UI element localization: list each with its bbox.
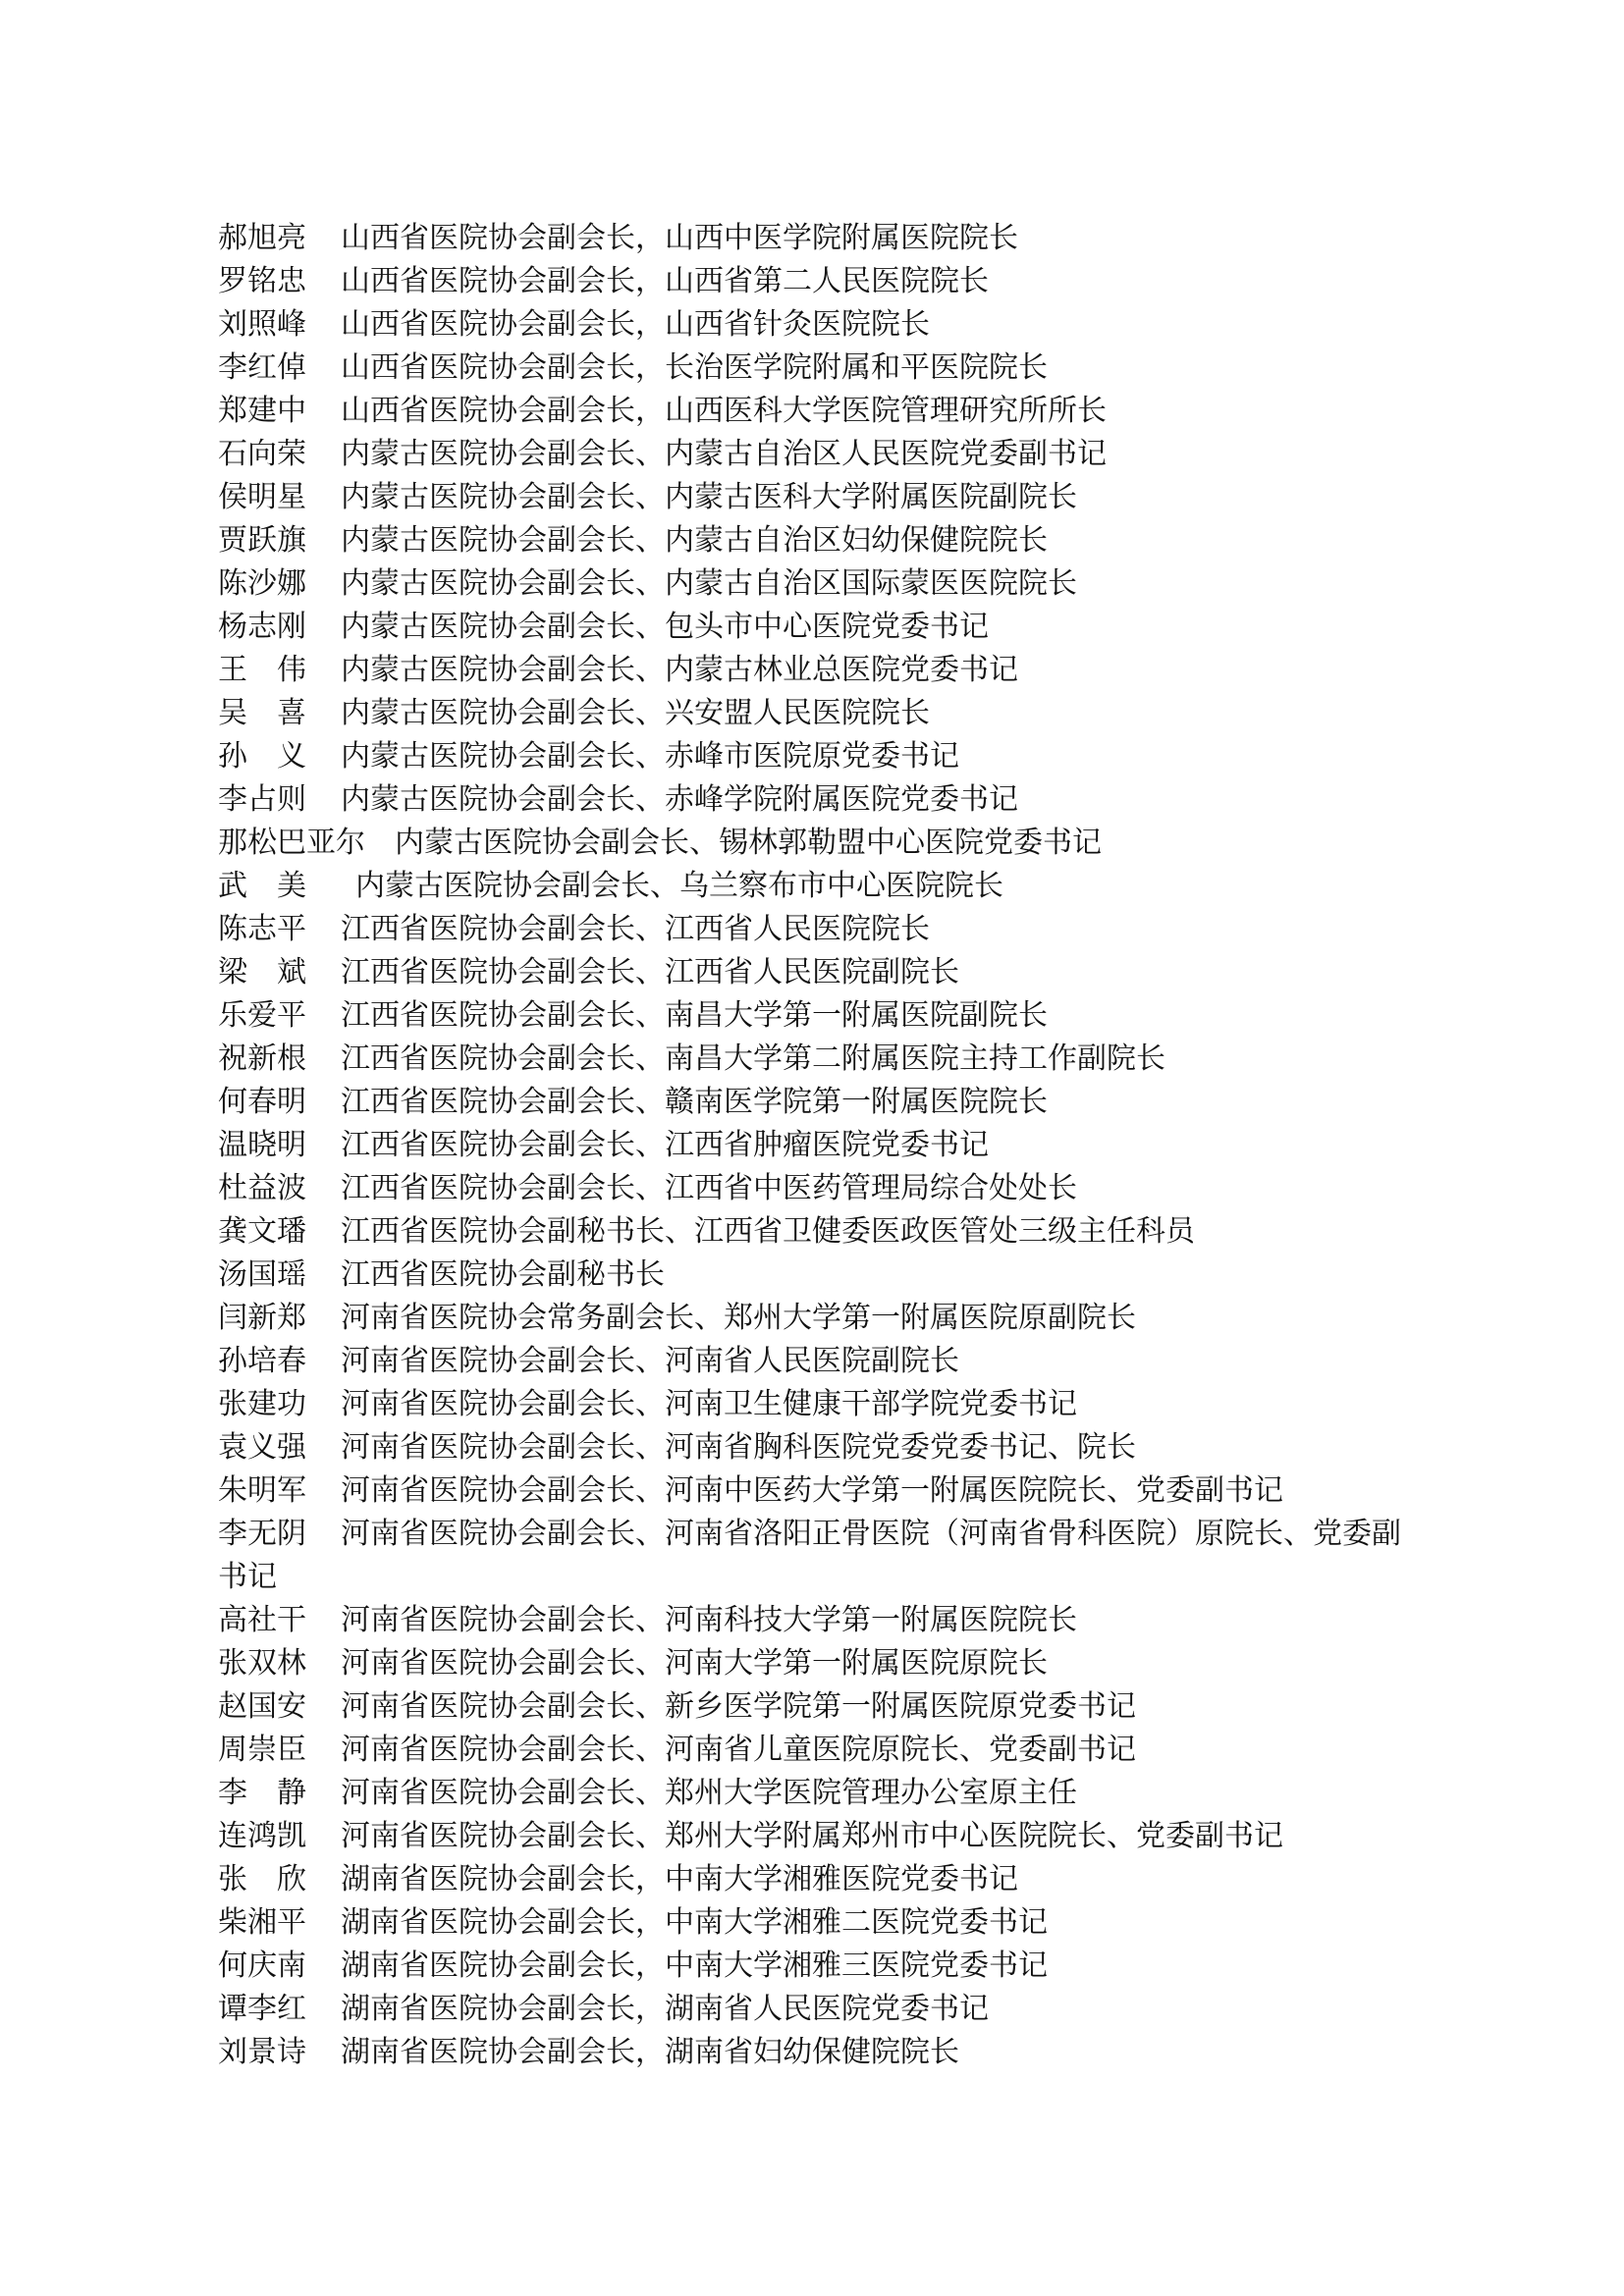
list-item [218,1426,1426,1469]
person-title: 内蒙古医院协会副会长、内蒙古林业总医院党委书记 [341,653,1018,687]
person-title: 江西省医院协会副会长、江西省肿瘤医院党委书记 [341,1128,989,1162]
person-title: 江西省医院协会副会长、赣南医学院第一附属医院院长 [341,1085,1048,1119]
list-item [218,1383,1426,1426]
list-item [218,1469,1426,1513]
list-item [218,1642,1426,1685]
person-title: 内蒙古医院协会副会长、赤峰学院附属医院党委书记 [341,782,1018,817]
person-title: 湖南省医院协会副会长，中南大学湘雅二医院党委书记 [341,1905,1048,1940]
list-item [218,1167,1426,1210]
list-item [218,217,1426,260]
person-name: 李 静 [218,1776,306,1810]
person-title: 河南省医院协会常务副会长、郑州大学第一附属医院原副院长 [341,1301,1136,1335]
person-name: 贾跃旗 [218,523,306,558]
person-title: 山西省医院协会副会长，山西中医学院附属医院院长 [341,221,1018,255]
person-title: 内蒙古医院协会副会长、内蒙古自治区人民医院党委副书记 [341,437,1107,471]
person-name: 乐爱平 [218,998,306,1033]
list-item [218,1038,1426,1081]
person-name: 侯明星 [218,480,306,514]
person-name: 陈沙娜 [218,566,306,601]
list-item [218,1685,1426,1729]
document-page [218,217,1426,2074]
person-title: 内蒙古医院协会副会长、内蒙古医科大学附属医院副院长 [341,480,1077,514]
person-title: 河南省医院协会副会长、河南省儿童医院原院长、党委副书记 [341,1733,1136,1767]
person-title: 河南省医院协会副会长、河南省胸科医院党委党委书记、院长 [341,1430,1136,1465]
list-item [218,606,1426,649]
list-item [218,1945,1426,1988]
list-item [218,1081,1426,1124]
person-title: 江西省医院协会副会长、江西省人民医院院长 [341,912,930,946]
person-title: 内蒙古医院协会副会长、赤峰市医院原党委书记 [341,739,959,774]
person-name: 孙 义 [218,739,306,774]
list-item [218,692,1426,735]
person-title: 江西省医院协会副秘书长 [341,1257,665,1292]
person-title: 江西省医院协会副秘书长、江西省卫健委医政医管处三级主任科员 [341,1214,1195,1249]
person-title: 内蒙古医院协会副会长、内蒙古自治区国际蒙医医院院长 [341,566,1077,601]
list-item [218,865,1426,908]
person-title: 河南省医院协会副会长、新乡医学院第一附属医院原党委书记 [341,1689,1136,1724]
list-item [218,347,1426,390]
person-title: 湖南省医院协会副会长，中南大学湘雅医院党委书记 [341,1862,1018,1896]
person-name: 李红倬 [218,350,306,385]
person-title: 河南省医院协会副会长、郑州大学附属郑州市中心医院院长、党委副书记 [341,1819,1283,1853]
list-item [218,908,1426,951]
person-name: 武 美 [218,869,306,903]
person-name: 郝旭亮 [218,221,306,255]
list-item [218,822,1426,865]
list-item [218,1858,1426,1901]
person-name: 袁义强 [218,1430,306,1465]
person-name: 连鸿凯 [218,1819,306,1853]
person-name: 李占则 [218,782,306,817]
person-name: 杜益波 [218,1171,306,1205]
person-name: 周崇臣 [218,1733,306,1767]
person-name: 谭李红 [218,1992,306,2026]
person-name: 赵国安 [218,1689,306,1724]
list-item [218,1988,1426,2031]
list-item [218,1815,1426,1858]
person-name: 张双林 [218,1646,306,1681]
person-title: 江西省医院协会副会长、江西省人民医院副院长 [341,955,959,989]
list-item [218,1772,1426,1815]
person-title: 山西省医院协会副会长，山西省第二人民医院院长 [341,264,989,298]
list-item [218,2031,1426,2074]
person-name: 杨志刚 [218,610,306,644]
person-name: 石向荣 [218,437,306,471]
person-title: 河南省医院协会副会长、河南卫生健康干部学院党委书记 [341,1387,1077,1421]
person-title: 江西省医院协会副会长、江西省中医药管理局综合处处长 [341,1171,1077,1205]
person-name: 龚文璠 [218,1214,306,1249]
person-name: 张 欣 [218,1862,306,1896]
person-title: 内蒙古医院协会副会长、锡林郭勒盟中心医院党委书记 [395,826,1102,860]
list-item [218,1599,1426,1642]
person-title: 河南省医院协会副会长、河南省洛阳正骨医院（河南省骨科医院）原院长、党委副书记 [218,1517,1401,1594]
list-item [218,1340,1426,1383]
person-name: 吴 喜 [218,696,306,730]
person-title: 江西省医院协会副会长、南昌大学第二附属医院主持工作副院长 [341,1041,1165,1076]
person-title: 湖南省医院协会副会长，湖南省妇幼保健院院长 [341,2035,959,2069]
person-name: 高社干 [218,1603,306,1637]
person-name: 汤国瑶 [218,1257,306,1292]
person-name: 刘景诗 [218,2035,306,2069]
person-name: 张建功 [218,1387,306,1421]
person-name: 朱明军 [218,1473,306,1508]
person-title: 湖南省医院协会副会长，中南大学湘雅三医院党委书记 [341,1949,1048,1983]
person-title: 河南省医院协会副会长、河南科技大学第一附属医院院长 [341,1603,1077,1637]
person-name: 那松巴亚尔 [218,826,365,860]
person-title: 山西省医院协会副会长，山西医科大学医院管理研究所所长 [341,394,1107,428]
person-name: 何庆南 [218,1949,306,1983]
person-title: 河南省医院协会副会长、河南中医药大学第一附属医院院长、党委副书记 [341,1473,1283,1508]
person-name: 郑建中 [218,394,306,428]
person-name: 温晓明 [218,1128,306,1162]
person-title: 湖南省医院协会副会长，湖南省人民医院党委书记 [341,1992,989,2026]
list-item [218,951,1426,994]
list-item [218,1729,1426,1772]
person-name: 梁 斌 [218,955,306,989]
list-item [218,303,1426,347]
person-title: 内蒙古医院协会副会长、内蒙古自治区妇幼保健院院长 [341,523,1048,558]
list-item [218,994,1426,1038]
list-item [218,1210,1426,1254]
person-name: 刘照峰 [218,307,306,342]
person-title: 江西省医院协会副会长、南昌大学第一附属医院副院长 [341,998,1048,1033]
list-item [218,778,1426,822]
person-title: 山西省医院协会副会长，山西省针灸医院院长 [341,307,930,342]
person-title: 河南省医院协会副会长、郑州大学医院管理办公室原主任 [341,1776,1077,1810]
person-name: 祝新根 [218,1041,306,1076]
person-name: 王 伟 [218,653,306,687]
list-item [218,433,1426,476]
person-title: 河南省医院协会副会长、河南大学第一附属医院原院长 [341,1646,1048,1681]
person-title: 内蒙古医院协会副会长、包头市中心医院党委书记 [341,610,989,644]
list-item [218,519,1426,562]
list-item [218,1297,1426,1340]
list-item [218,260,1426,303]
person-name: 柴湘平 [218,1905,306,1940]
list-item [218,649,1426,692]
list-item [218,735,1426,778]
list-item [218,1513,1426,1599]
list-item [218,476,1426,519]
person-name: 李无阴 [218,1517,306,1551]
person-title: 内蒙古医院协会副会长、兴安盟人民医院院长 [341,696,930,730]
list-item [218,1254,1426,1297]
person-name: 闫新郑 [218,1301,306,1335]
person-title: 山西省医院协会副会长，长治医学院附属和平医院院长 [341,350,1048,385]
person-title: 河南省医院协会副会长、河南省人民医院副院长 [341,1344,959,1378]
list-item [218,390,1426,433]
list-item [218,1124,1426,1167]
list-item [218,562,1426,606]
person-title: 内蒙古医院协会副会长、乌兰察布市中心医院院长 [355,869,1003,903]
person-name: 何春明 [218,1085,306,1119]
list-item [218,1901,1426,1945]
person-name: 孙培春 [218,1344,306,1378]
person-name: 罗铭忠 [218,264,306,298]
person-name: 陈志平 [218,912,306,946]
